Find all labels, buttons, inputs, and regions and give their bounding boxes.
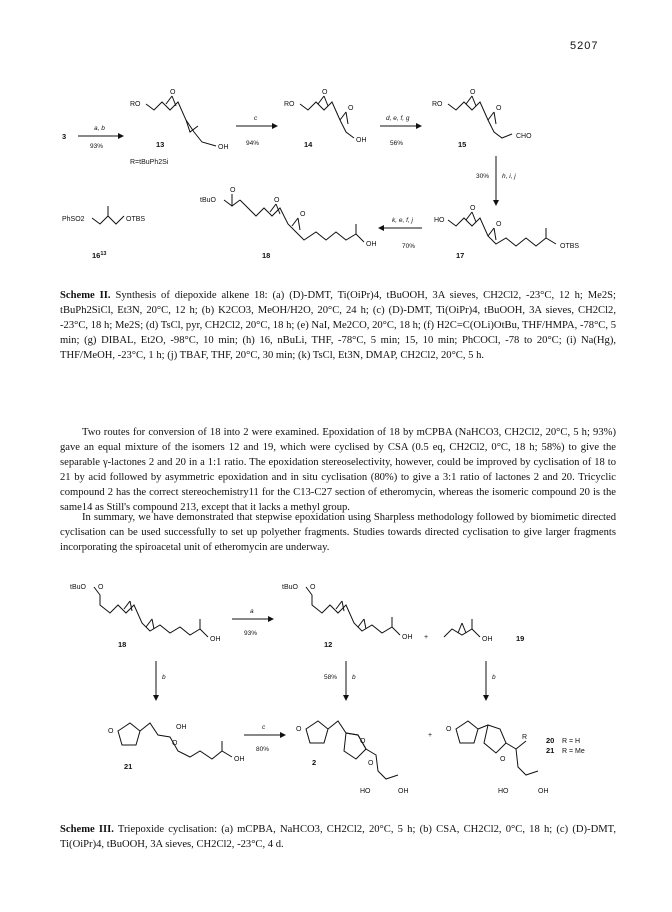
compound-3-label: 3 [62, 132, 67, 141]
s3-structure-20 [446, 721, 549, 795]
cond-c: c [254, 115, 258, 122]
s3-tbuo-12: tBuO [282, 584, 298, 591]
ro-15: RO [432, 101, 443, 108]
scheme-3-figure [0, 575, 672, 815]
yield-defg: 56% [390, 140, 404, 147]
compound-14-label: 14 [304, 140, 313, 149]
arrow-defg-head [416, 123, 422, 129]
yield-hij: 30% [476, 173, 490, 180]
s3-lactone-o-2: O [296, 726, 302, 733]
arrow-kefj-head [378, 225, 384, 231]
cond-defg: d, e, f, g [386, 115, 410, 122]
s3-r-def-20: R = H [562, 738, 581, 745]
scheme-2-caption-text: Synthesis of diepoxide alkene 18: (a) (D)-DMT, Ti(OiPr)4, tBuOOH, 3A sieves, CH2Cl2, -23°C, 12 h; Me2S; tBuPh2SiCl, Et3N, 20°C, 12 h; (b) K2CO3, MeOH/H2O, 20°C, 24 h; (c) (D)-DMT, Ti(OiPr)4, tBuOOH, 3A sieves, CH2Cl2, -23°C, 18 h; Me2S; (d) TsCl, pyr, CH2Cl2, 20°C, 18 h; (e) NaI, Me2CO, 20°C, 18 h; (f) H2C=C(OLi)OtBu, THF/HMPA, -78°C, 5 min; (g) DIBAL, Et2O, -98°C, 10 min; (h) 16, nBuLi, THF, -78°C, 5 min; 15, 10 min; PhCOCl, -78 to 20°C; (i) Na(Hg), THF/MeOH, -23°C, 1 h; (j) TBAF, THF, 20°C, 30 min; (k) TsCl, Et3N, DMAP, CH2Cl2, 20°C, 5 h. [60, 290, 616, 361]
s3-compound-19-label: 19 [516, 634, 525, 643]
r-definition: R=tBuPh2Si [130, 159, 169, 166]
oh-13: OH [218, 144, 229, 151]
s3-cond-a: a [250, 608, 254, 615]
yield-ab: 93% [90, 143, 104, 150]
s3-lactone-o-21: O [108, 728, 114, 735]
oh-18: OH [366, 241, 377, 248]
s3-ring-o-21: O [172, 740, 178, 747]
epoxide-o-17b: O [496, 221, 502, 228]
compound-13-label: 13 [156, 140, 165, 149]
s3-cond-b1: b [162, 674, 166, 681]
cho-15: CHO [516, 133, 532, 140]
compound-18-label: 18 [262, 251, 271, 260]
scheme-2-figure [0, 60, 672, 270]
s3-yield-a: 93% [244, 630, 258, 637]
epoxide-o-17a: O [470, 205, 476, 212]
arrow-hij-head [493, 200, 499, 206]
arrow-ab-head [118, 133, 124, 139]
epoxide-o-14a: O [322, 89, 328, 96]
s3-oh-20: OH [538, 788, 549, 795]
s3-ho-2: HO [360, 788, 371, 795]
arrow-c-head [272, 123, 278, 129]
structure-14 [284, 89, 367, 149]
phso2-16: PhSO2 [62, 216, 85, 223]
s3-compound-12-label: 12 [324, 640, 333, 649]
s3-r-def-21: R = Me [562, 748, 585, 755]
s3-compound-18-label: 18 [118, 640, 127, 649]
scheme-3-caption [60, 822, 616, 852]
compound-16-label: $16^{13}$ [92, 251, 107, 260]
s3-structure-18 [70, 584, 221, 649]
cond-hij: h, i, j [502, 173, 516, 180]
yield-kefj: 70% [402, 243, 416, 250]
scheme-3-caption-title: Scheme III. [60, 824, 114, 835]
s3-yield-b2: 58% [324, 674, 338, 681]
cond-ab: a, b [94, 125, 105, 132]
s3-arrow-a-head [268, 616, 274, 622]
epoxide-o-14b: O [348, 105, 354, 112]
s3-ring-o-20: O [500, 756, 506, 763]
structure-18 [200, 187, 377, 260]
s3-structure-12 [282, 584, 413, 649]
s3-oh-2: OH [398, 788, 409, 795]
s3-carbonyl-o-18: O [98, 584, 104, 591]
structure-16 [62, 206, 145, 260]
s3-arrow-c-head [280, 732, 286, 738]
scheme-3-caption-text: Triepoxide cyclisation: (a) mCPBA, NaHCO3, CH2Cl2, 20°C, 5 h; (b) CSA, CH2Cl2, 0°C, 18 h; (c) (D)-DMT, Ti(OiPr)4, tBuOOH, 3A sieves, CH2Cl2, -23°C, 4 d. [60, 824, 616, 850]
s3-cond-c: c [262, 724, 266, 731]
s3-carbonyl-o-12: O [310, 584, 316, 591]
s3-structure-2 [296, 721, 409, 795]
tbuo-18: tBuO [200, 197, 216, 204]
otbs-17: OTBS [560, 243, 580, 250]
s3-oh-12: OH [402, 634, 413, 641]
s3-oh-18: OH [210, 636, 221, 643]
epoxide-o-15a: O [470, 89, 476, 96]
oh-14: OH [356, 137, 367, 144]
structure-15 [432, 89, 532, 149]
s3-compound-21b-label: 21 [546, 746, 555, 755]
s3-cond-b3: b [492, 674, 496, 681]
s3-ho-20: HO [498, 788, 509, 795]
s3-compound-2-label: 2 [312, 758, 317, 767]
s3-arrow-b2-head [343, 695, 349, 701]
yield-c: 94% [246, 140, 260, 147]
s3-oh-21a: OH [176, 724, 187, 731]
body-paragraph-2: In summary, we have demonstrated that stepwise epoxidation using Sharpless methodology followed by biomimetic directed cyclisation can be used successfully to set up polyether fragments. Studies towards directed cyclisation to give larger fragments incorporating the spiroacetal unit of etheromycin are underway. [60, 512, 616, 553]
s3-structure-19 [444, 619, 524, 643]
ro-13: RO [130, 101, 141, 108]
compound-15-label: 15 [458, 140, 467, 149]
structure-17 [434, 205, 579, 260]
s3-oh-19: OH [482, 636, 493, 643]
s3-arrow-b3-head [483, 695, 489, 701]
s3-r-substituent: R [522, 734, 528, 741]
s3-lactone-o-20: O [446, 726, 452, 733]
ho-17: HO [434, 217, 445, 224]
s3-tbuo-18: tBuO [70, 584, 86, 591]
epoxide-o-15b: O [496, 105, 502, 112]
s3-oh-21b: OH [234, 756, 245, 763]
s3-plus-2: + [428, 732, 433, 739]
s3-compound-20-label: 20 [546, 736, 555, 745]
s3-ring-o-2a: O [360, 738, 366, 745]
body-paragraph-1: Two routes for conversion of 18 into 2 were examined. Epoxidation of 18 by mCPBA (NaHCO3, CH2Cl2, 20°C, 5 h; 93%) gave an equal mixture of the isomers 12 and 19, which were cyclised by CSA (0.5 eq, CH2Cl2, 0°C, 18 h; 58%) to give the separable γ-lactones 2 and 20 in a 1:1 ratio. The epoxidation stereoselectivity, however, could be improved by cyclisation of 18 to 21 by acid followed by asymmetric epoxidation and in situ cyclisation (80%) to give a 3:1 ratio of lactones 2 and 20. Tricyclic compound 2 has the correct stereochemistry11 for the C13-C27 section of etheromycin, whereas the isomeric compound 20 is the same14 as Still's compound 213, except that it lacks a methyl group. [60, 427, 616, 513]
otbs-16: OTBS [126, 216, 146, 223]
scheme-2-caption-title: Scheme II. [60, 290, 111, 301]
epoxide-o-18b: O [300, 211, 306, 218]
s3-structure-21 [108, 723, 245, 771]
s3-ring-o-2b: O [368, 760, 374, 767]
ro-14: RO [284, 101, 295, 108]
epoxide-o-13: O [170, 89, 176, 96]
s3-plus-1: + [424, 634, 429, 641]
epoxide-o-18a: O [274, 197, 280, 204]
compound-17-label: 17 [456, 251, 465, 260]
structure-13 [130, 89, 229, 166]
s3-compound-21-label: 21 [124, 762, 133, 771]
carbonyl-o-18: O [230, 187, 236, 194]
page-number: 5207 [570, 40, 599, 52]
s3-yield-c: 80% [256, 746, 270, 753]
scheme-2-caption [60, 288, 616, 363]
s3-arrow-b1-head [153, 695, 159, 701]
s3-cond-b2: b [352, 674, 356, 681]
cond-kefj: k, e, f, j [392, 217, 413, 224]
